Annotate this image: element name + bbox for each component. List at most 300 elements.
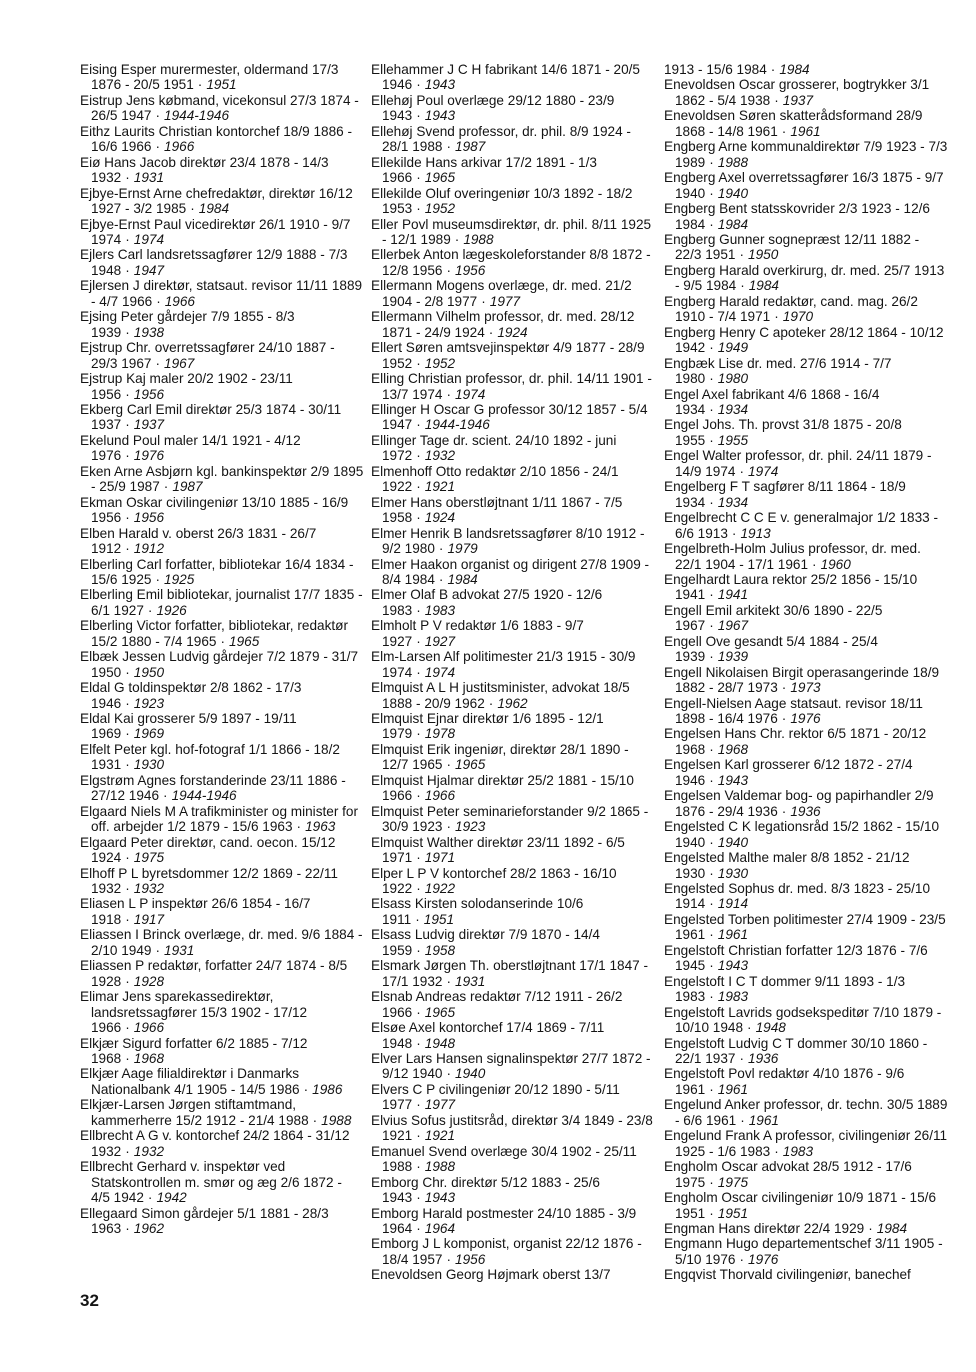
entry-separator-dot: · — [416, 1159, 421, 1175]
register-entry — [371, 155, 655, 186]
register-entry — [664, 726, 948, 757]
register-entry — [664, 1267, 948, 1282]
entry-separator-dot: · — [303, 1081, 309, 1097]
register-entry — [371, 464, 655, 495]
register-entry — [371, 587, 655, 618]
entry-separator-dot: · — [147, 1190, 153, 1206]
entry-separator-dot: · — [454, 231, 460, 247]
entry-text: Engelbreth-Holm Julius professor, dr. med. 22/1 1904 - 17/1 1961 — [664, 541, 921, 572]
entry-text: Ellehøj Poul overlæge 29/12 1880 - 23/9 1943 — [371, 92, 615, 124]
entry-separator-dot: · — [488, 695, 494, 711]
entry-year: 1962 — [497, 695, 528, 711]
register-entry — [80, 93, 364, 124]
entry-year: 1930 — [133, 757, 165, 773]
entry-year: 1974 — [455, 386, 486, 402]
entry-separator-dot: · — [125, 850, 130, 866]
register-entry — [371, 1144, 655, 1175]
register-entry — [664, 943, 948, 974]
register-entry — [80, 1206, 364, 1237]
entry-separator-dot: · — [740, 278, 745, 294]
entry-year: 1988 — [463, 231, 494, 247]
entry-text: Engman Hans direktør 22/4 1929 — [664, 1220, 865, 1236]
entry-text: Ellerbek Anton lægeskoleforstander 8/8 1872 - 12/8 1956 — [371, 247, 651, 278]
entry-text: Engberg Bent statsskovrider 2/3 1923 - 12/6 1984 — [664, 201, 930, 232]
entry-separator-dot: · — [125, 231, 130, 247]
register-entry — [664, 417, 948, 448]
entry-year: 1922 — [424, 881, 456, 897]
entry-separator-dot: · — [125, 262, 130, 278]
entry-separator-dot: · — [197, 77, 203, 93]
entry-year: 1983 — [782, 1143, 814, 1159]
entry-text: Engelstoft I C T dommer 9/11 1893 - 1/3 1983 — [664, 973, 906, 1005]
register-entry — [80, 433, 364, 464]
entry-text: Elben Harald v. oberst 26/3 1831 - 26/7 1912 — [80, 525, 317, 557]
entry-separator-dot: · — [438, 571, 444, 587]
entry-separator-dot: · — [416, 510, 421, 526]
entry-year: 1966 — [424, 788, 456, 804]
entry-text: Elmquist A L H justitsminister, advokat 18/5 1888 - 20/9 1962 — [371, 680, 630, 711]
entry-text: Ellermann Mogens overlæge, dr. med. 21/2 1904 - 2/8 1977 — [371, 278, 632, 309]
entry-year: 1928 — [133, 973, 165, 989]
entry-text: Engell Ove gesandt 5/4 1884 - 25/4 1939 — [664, 633, 878, 665]
entry-year: 1923 — [455, 819, 486, 835]
register-entry — [80, 1159, 364, 1205]
entry-year: 1967 — [717, 618, 749, 634]
register-entry — [664, 1066, 948, 1097]
entry-text: Eldal G toldinspektør 2/8 1862 - 17/3 1946 — [80, 680, 302, 711]
entry-text: Ejbye-Ernst Arne chefredaktør, direktør 16/12 1927 - 3/2 1985 — [80, 185, 353, 217]
entry-year: 1943 — [424, 77, 456, 93]
entry-year: 1969 — [133, 726, 165, 742]
register-entry — [664, 325, 948, 356]
entry-separator-dot: · — [416, 448, 421, 464]
entry-year: 1917 — [133, 911, 165, 927]
entry-separator-dot: · — [774, 1143, 779, 1159]
register-entry — [80, 371, 364, 402]
register-entry — [371, 742, 655, 773]
entry-text: Elvius Sofus justitsråd, direktør 3/4 1849 - 23/8 1921 — [371, 1112, 653, 1144]
entry-text: Engel Axel fabrikant 4/6 1868 - 16/4 1934 — [664, 386, 880, 417]
entry-text: Elvers C P civilingeniør 20/12 1890 - 5/11 1977 — [371, 1081, 620, 1113]
entry-year: 1944-1946 — [164, 108, 230, 124]
entry-separator-dot: · — [709, 1174, 714, 1190]
entry-separator-dot: · — [740, 1112, 745, 1128]
entry-separator-dot: · — [774, 309, 779, 325]
register-entry — [371, 680, 655, 711]
entry-separator-dot: · — [709, 896, 714, 912]
register-entry — [371, 340, 655, 371]
entry-text: Ejlersen J direktør, statsaut. revisor 11/11 1889 - 4/7 1966 — [80, 278, 363, 309]
entry-separator-dot: · — [155, 139, 161, 155]
register-entry — [664, 448, 948, 479]
entry-text: Engell Nikolaisen Birgit operasangerinde 18/9 1882 - 28/7 1973 — [664, 664, 940, 696]
entry-text: Elmquist Ejnar direktør 1/6 1895 - 12/1 1979 — [371, 711, 604, 742]
entry-separator-dot: · — [155, 108, 161, 124]
register-entry — [664, 1097, 948, 1128]
entry-separator-dot: · — [781, 803, 787, 819]
entry-text: Elsøe Axel kontorchef 17/4 1869 - 7/11 1948 — [371, 1020, 605, 1051]
entry-year: 1925 — [164, 571, 195, 587]
entry-text: Elmer Olaf B advokat 27/5 1920 - 12/6 1983 — [371, 587, 603, 618]
entry-year: 1940 — [717, 834, 749, 850]
register-entry — [80, 217, 364, 248]
entry-text: Eliassen P redaktør, forfatter 24/7 1874 - 8/5 1928 — [80, 958, 348, 989]
entry-text: Engel Johs. Th. provst 31/8 1875 - 20/8 1955 — [664, 417, 902, 448]
register-entry — [664, 77, 948, 108]
entry-year: 1984 — [748, 278, 779, 294]
entry-separator-dot: · — [156, 293, 161, 309]
entry-separator-dot: · — [125, 695, 130, 711]
entry-separator-dot: · — [446, 1066, 452, 1082]
register-entry — [371, 958, 655, 989]
entry-separator-dot: · — [446, 819, 452, 835]
register-entry — [664, 263, 948, 294]
register-entry — [664, 510, 948, 541]
entry-year: 1931 — [455, 973, 486, 989]
register-entry — [664, 108, 948, 139]
register-entry — [80, 958, 364, 989]
entry-separator-dot: · — [416, 170, 421, 186]
entry-text: Engelstoft Povl redaktør 4/10 1876 - 9/6 1961 — [664, 1066, 905, 1097]
entry-year: 1921 — [424, 479, 456, 495]
entry-year: 1976 — [748, 1251, 779, 1267]
entry-text: Ellekilde Oluf overingeniør 10/3 1892 - 18/2 1953 — [371, 185, 633, 217]
entry-year: 1987 — [172, 479, 203, 495]
entry-separator-dot: · — [781, 711, 787, 727]
register-entry — [371, 1206, 655, 1237]
register-entry — [664, 1190, 948, 1221]
register-entry — [80, 557, 364, 588]
entry-year: 1976 — [133, 448, 165, 464]
register-entry — [80, 866, 364, 897]
register-entry — [664, 294, 948, 325]
entry-text: Enevoldsen Georg Højmark oberst 13/7 — [371, 1267, 611, 1283]
entry-separator-dot: · — [125, 1220, 130, 1236]
register-entry — [664, 974, 948, 1005]
entry-separator-dot: · — [125, 1051, 130, 1066]
entry-text: Eising Esper murermester, oldermand 17/3 1876 - 20/5 1951 — [80, 62, 339, 93]
entry-separator-dot: · — [709, 741, 714, 757]
register-entry — [80, 155, 364, 186]
entry-separator-dot: · — [446, 757, 452, 773]
entry-text: Emborg J L komponist, organist 22/12 1876 - 18/4 1957 — [371, 1236, 642, 1267]
entry-text: Emborg Chr. direktør 5/12 1883 - 25/6 1943 — [371, 1174, 600, 1206]
entry-separator-dot: · — [709, 1205, 714, 1221]
entry-separator-dot: · — [163, 479, 169, 495]
register-entry — [371, 495, 655, 526]
register-entry — [80, 1097, 364, 1128]
entry-text: Engelund Frank A professor, civilingeniør 26/11 1925 - 1/6 1983 — [664, 1128, 948, 1159]
entry-separator-dot: · — [709, 154, 714, 170]
entry-text: Elver Lars Hansen signalinspektør 27/7 1872 - 9/12 1940 — [371, 1051, 651, 1082]
entry-text: Ekelund Poul maler 14/1 1921 - 4/12 1976 — [80, 432, 301, 464]
entry-text: Engbæk Lise dr. med. 27/6 1914 - 7/7 1980 — [664, 355, 892, 387]
entry-year: 1940 — [455, 1066, 486, 1082]
entry-separator-dot: · — [709, 618, 714, 634]
register-entry — [80, 587, 364, 618]
entry-separator-dot: · — [416, 726, 421, 742]
entry-separator-dot: · — [125, 541, 130, 557]
entry-text: Elsass Ludvig direktør 7/9 1870 - 14/4 1959 — [371, 927, 600, 958]
register-entry — [664, 603, 948, 634]
entry-separator-dot: · — [709, 216, 714, 232]
entry-text: Ellbrecht Gerhard v. inspektør ved Statskontrollen m. smør og æg 2/6 1872 - 4/5 1942 — [80, 1159, 342, 1206]
entry-text: Engberg Harald redaktør, cand. mag. 26/2 1910 - 7/4 1971 — [664, 293, 918, 325]
entry-year: 1984 — [876, 1220, 908, 1236]
register-entry — [80, 1036, 364, 1067]
entry-separator-dot: · — [709, 1081, 714, 1097]
entry-separator-dot: · — [709, 401, 714, 417]
register-entry — [664, 912, 948, 943]
entry-separator-dot: · — [416, 664, 421, 680]
register-entry — [80, 649, 364, 680]
entry-year: 1943 — [424, 1190, 456, 1206]
entry-year: 1984 — [198, 201, 230, 217]
register-entry — [371, 649, 655, 680]
entry-text: Ellinger H Oscar G professor 30/12 1857 - 5/4 1947 — [371, 401, 648, 433]
entry-year: 1926 — [156, 602, 187, 618]
entry-separator-dot: · — [125, 417, 130, 433]
entry-separator-dot: · — [125, 911, 130, 927]
entry-year: 1975 — [717, 1174, 749, 1190]
entry-year: 1951 — [717, 1205, 749, 1221]
entry-separator-dot: · — [709, 371, 714, 387]
entry-year: 1955 — [717, 432, 749, 448]
register-entry — [371, 124, 655, 155]
entry-year: 1951 — [206, 77, 237, 93]
entry-year: 1984 — [447, 571, 478, 587]
entry-text: Engell-Nielsen Aage statsaut. revisor 18/11 1898 - 16/4 1976 — [664, 695, 923, 727]
entry-text: Elberling Carl forfatter, bibliotekar 16/4 1834 - 15/6 1925 — [80, 556, 354, 587]
entry-text: Ejbye-Ernst Paul vicedirektør 26/1 1910 - 9/7 1974 — [80, 216, 351, 247]
entry-text: Elmer Hans oberstløjtnant 1/11 1867 - 7/5 1958 — [371, 494, 623, 526]
register-entry — [664, 1236, 948, 1267]
entry-year: 1936 — [748, 1051, 779, 1066]
entry-separator-dot: · — [739, 247, 745, 263]
entry-text: Engelsted Torben politimester 27/4 1909 - 23/5 1961 — [664, 911, 946, 943]
entry-year: 1956 — [455, 1251, 486, 1267]
entry-year: 1962 — [133, 1220, 165, 1236]
entry-separator-dot: · — [416, 1035, 421, 1051]
entry-text: Eiø Hans Jacob direktør 23/4 1878 - 14/3 1932 — [80, 154, 329, 186]
register-entry — [371, 217, 655, 248]
entry-year: 1958 — [424, 942, 456, 958]
register-entry — [664, 1221, 948, 1236]
register-entry — [80, 804, 364, 835]
entry-year: 1930 — [717, 865, 749, 881]
entry-text: Elgstrøm Agnes forstanderinde 23/11 1886 - 27/12 1946 — [80, 772, 346, 804]
register-entry — [664, 634, 948, 665]
entry-text: Ellbrecht A G v. kontorchef 24/2 1864 - 31/12 1932 — [80, 1128, 350, 1159]
entry-text: Engberg Axel overretssagfører 16/3 1875 - 9/7 1940 — [664, 170, 944, 201]
entry-separator-dot: · — [220, 633, 226, 649]
entry-year: 1956 — [133, 510, 165, 526]
entry-separator-dot: · — [416, 788, 421, 804]
entry-separator-dot: · — [709, 432, 714, 448]
entry-text: Engell Emil arkitekt 30/6 1890 - 22/5 1967 — [664, 602, 883, 634]
entry-text: Engberg Henry C apoteker 28/12 1864 - 10/12 1942 — [664, 324, 944, 356]
entry-text: 1913 - 15/6 1984 — [664, 62, 767, 77]
entry-text: Elfelt Peter kgl. hof-fotograf 1/1 1866 - 18/2 1931 — [80, 741, 340, 773]
entry-text: Emanuel Svend overlæge 30/4 1902 - 25/11 1988 — [371, 1143, 637, 1175]
register-entry — [371, 773, 655, 804]
register-entry — [371, 1020, 655, 1051]
register-entry — [80, 186, 364, 217]
entry-text: Ellekilde Hans arkivar 17/2 1891 - 1/3 1966 — [371, 154, 597, 186]
entry-separator-dot: · — [739, 463, 745, 479]
entry-text: Engelstoft Lavrids godsekspeditør 7/10 1879 - 10/10 1948 — [664, 1004, 942, 1036]
register-entry — [80, 464, 364, 495]
entry-text: Enevoldsen Søren skatterådsformand 28/9 1868 - 14/8 1961 — [664, 108, 923, 139]
register-entry — [371, 804, 655, 835]
register-entry — [664, 819, 948, 850]
register-entry — [664, 1159, 948, 1190]
entry-text: Eithz Laurits Christian kontorchef 18/9 1886 - 16/6 1966 — [80, 123, 353, 155]
register-entry — [80, 989, 364, 1035]
entry-separator-dot: · — [416, 602, 421, 618]
register-entry — [371, 402, 655, 433]
entry-separator-dot: · — [147, 602, 153, 618]
entry-year: 1988 — [717, 154, 749, 170]
register-entry — [664, 541, 948, 572]
register-entry — [664, 757, 948, 788]
entry-text: Eistrup Jens købmand, vicekonsul 27/3 1874 - 26/5 1947 — [80, 92, 359, 124]
entry-text: Engelsted Sophus dr. med. 8/3 1823 - 25/10 1914 — [664, 881, 931, 912]
entry-separator-dot: · — [163, 788, 168, 804]
entry-year: 1949 — [717, 340, 749, 356]
entry-text: Engmann Hugo departementschef 3/11 1905 - 5/10 1976 — [664, 1236, 943, 1267]
register-entry — [80, 835, 364, 866]
entry-text: Elgaard Peter direktør, cand. oecon. 15/12 1924 — [80, 834, 336, 866]
entry-text: Ejsing Peter gårdejer 7/9 1855 - 8/3 1939 — [80, 309, 295, 340]
entry-year: 1961 — [748, 1112, 779, 1128]
register-entry — [664, 139, 948, 170]
entry-year: 1948 — [424, 1035, 456, 1051]
entry-year: 1952 — [424, 201, 456, 217]
register-entry — [371, 1051, 655, 1082]
entry-year: 1944-1946 — [171, 788, 237, 804]
register-entry — [80, 711, 364, 742]
entry-text: Elgaard Niels M A trafikminister og minister for off. arbejder 1/2 1879 - 15/6 1963 — [80, 803, 359, 835]
entry-year: 1967 — [164, 355, 195, 371]
entry-year: 1924 — [424, 510, 456, 526]
entry-text: Engelbrecht C C E v. generalmajor 1/2 1833 - 6/6 1913 — [664, 510, 939, 541]
entry-year: 1975 — [133, 850, 165, 866]
entry-year: 1923 — [133, 695, 165, 711]
entry-text: Engelsted Malthe maler 8/8 1852 - 21/12 1930 — [664, 850, 910, 881]
register-entry — [80, 340, 364, 371]
entry-text: Ekman Oskar civilingeniør 13/10 1885 - 16/9 1956 — [80, 494, 349, 526]
entry-text: Elper L P V kontorchef 28/2 1863 - 16/10 1922 — [371, 865, 617, 897]
register-entry — [80, 773, 364, 804]
register-entry — [664, 696, 948, 727]
register-entry — [371, 835, 655, 866]
register-entry — [371, 526, 655, 557]
entry-text: Elkjær Aage filialdirektør i Danmarks Nationalbank 4/1 1905 - 14/5 1986 — [80, 1066, 300, 1097]
register-entry — [664, 1005, 948, 1036]
entry-year: 1987 — [455, 139, 486, 155]
entry-text: Elmenhoff Otto redaktør 2/10 1856 - 24/1 1922 — [371, 463, 619, 495]
entry-separator-dot: · — [125, 386, 130, 402]
entry-separator-dot: · — [125, 664, 130, 680]
entry-separator-dot: · — [155, 355, 161, 371]
entry-text: Elsmark Jørgen Th. oberstløjtnant 17/1 1847 - 17/1 1932 — [371, 958, 649, 989]
entry-year: 1961 — [717, 1081, 749, 1097]
entry-separator-dot: · — [312, 1112, 318, 1128]
register-entry — [371, 247, 655, 278]
entry-year: 1947 — [133, 262, 165, 278]
entry-year: 1932 — [424, 448, 456, 464]
entry-separator-dot: · — [481, 293, 486, 309]
entry-separator-dot: · — [709, 834, 714, 850]
entry-text: Ellehøj Svend professor, dr. phil. 8/9 1924 - 28/1 1988 — [371, 123, 631, 155]
register-entry — [371, 93, 655, 124]
entry-text: Engelsted C K legationsråd 15/2 1862 - 15/10 1940 — [664, 819, 940, 850]
register-entry — [664, 62, 948, 77]
entry-separator-dot: · — [415, 911, 420, 927]
entry-separator-dot: · — [416, 1220, 421, 1236]
entry-separator-dot: · — [416, 1190, 421, 1206]
entry-text: Elmholt P V redaktør 1/6 1883 - 9/7 1927 — [371, 618, 584, 649]
entry-year: 1951 — [423, 911, 455, 927]
entry-text: Emborg Harald postmester 24/10 1885 - 3/9 1964 — [371, 1205, 637, 1236]
entry-year: 1937 — [782, 92, 814, 108]
entry-text: Engberg Gunner sognepræst 12/11 1882 - 22/3 1951 — [664, 231, 920, 263]
entry-text: Ellert Søren amtsvejinspektør 4/9 1877 - 28/9 1952 — [371, 340, 645, 371]
entry-text: Elberling Victor forfatter, bibliotekar, redaktør 15/2 1880 - 7/4 1965 — [80, 618, 348, 649]
entry-separator-dot: · — [709, 185, 714, 201]
register-entry — [80, 680, 364, 711]
entry-separator-dot: · — [781, 680, 787, 696]
entry-year: 1974 — [748, 463, 779, 479]
entry-text: Elberling Emil bibliotekar, journalist 17/7 1835 - 6/1 1927 — [80, 587, 363, 618]
entry-year: 1956 — [455, 262, 486, 278]
entry-year: 1934 — [717, 401, 749, 417]
entry-separator-dot: · — [155, 571, 161, 587]
entry-text: Eliasen L P inspektør 26/6 1854 - 16/7 1918 — [80, 896, 311, 927]
entry-separator-dot: · — [125, 324, 130, 340]
column-2 — [371, 62, 655, 1283]
register-entry — [80, 402, 364, 433]
entry-year: 1973 — [790, 680, 821, 696]
entry-separator-dot: · — [488, 324, 494, 340]
entry-year: 1936 — [790, 803, 821, 819]
entry-year: 1931 — [164, 942, 195, 958]
entry-year: 1943 — [424, 108, 456, 124]
register-entry — [371, 1082, 655, 1113]
entry-separator-dot: · — [416, 77, 421, 93]
entry-separator-dot: · — [125, 170, 130, 186]
entry-year: 1971 — [424, 850, 456, 866]
entry-separator-dot: · — [446, 139, 452, 155]
entry-year: 1984 — [779, 62, 810, 77]
entry-year: 1956 — [133, 386, 165, 402]
register-entry — [80, 247, 364, 278]
register-entry — [80, 526, 364, 557]
entry-separator-dot: · — [416, 942, 421, 958]
entry-text: Ekberg Carl Emil direktør 25/3 1874 - 30/11 1937 — [80, 401, 342, 433]
entry-separator-dot: · — [709, 958, 714, 974]
entry-text: Elm-Larsen Alf politimester 21/3 1915 - 30/9 1974 — [371, 649, 636, 680]
entry-text: Engel Walter professor, dr. phil. 24/11 1879 - 14/9 1974 — [664, 448, 932, 479]
entry-text: Eller Povl museumsdirektør, dr. phil. 8/11 1925 - 12/1 1989 — [371, 216, 652, 247]
entry-year: 1912 — [133, 541, 165, 557]
entry-year: 1940 — [717, 185, 749, 201]
entry-year: 1974 — [424, 664, 456, 680]
entry-text: Engelstoft Christian forfatter 12/3 1876 - 7/6 1945 — [664, 942, 928, 974]
entry-text: Engelsen Hans Chr. rektor 6/5 1871 - 20/12 1968 — [664, 726, 927, 757]
entry-year: 1914 — [717, 896, 749, 912]
